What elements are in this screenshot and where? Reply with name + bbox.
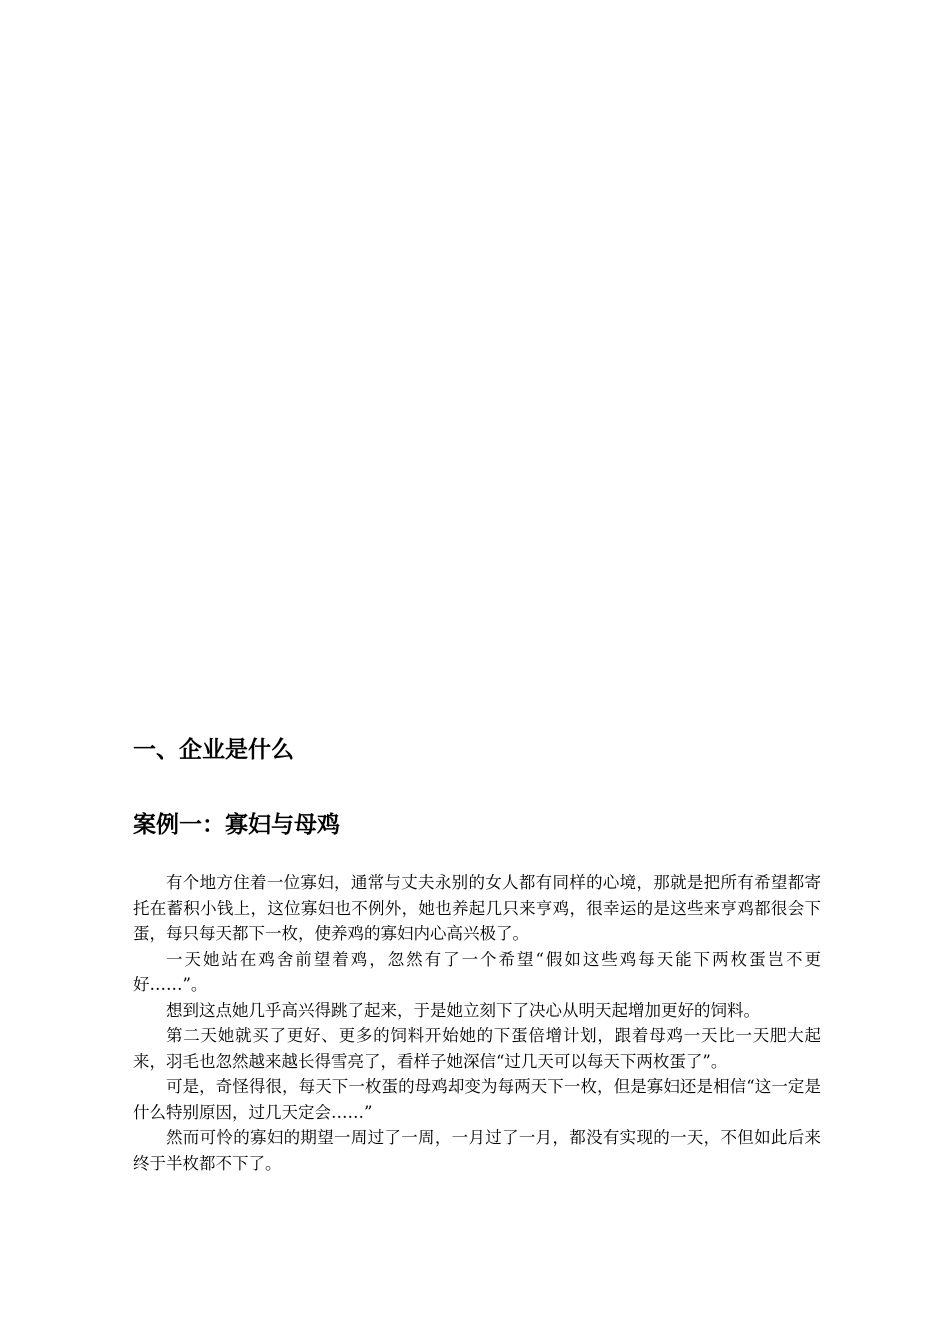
paragraph: 有个地方住着一位寡妇，通常与丈夫永别的女人都有同样的心境，那就是把所有希望都寄托在蓄积小钱上，这位寡妇也不例外，她也养起几只来亨鸡，很幸运的是这些来亨鸡都很会下蛋，每只每天都下一枚，使养鸡的寡妇内心高兴极了。 bbox=[133, 873, 821, 943]
case-body bbox=[133, 870, 821, 1176]
section-heading: 一、企业是什么 bbox=[133, 737, 294, 763]
paragraph: 然而可怜的寡妇的期望一周过了一周，一月过了一月，都没有实现的一天，不但如此后来终于半枚都不下了。 bbox=[133, 1128, 821, 1173]
paragraph: 第二天她就买了更好、更多的饲料开始她的下蛋倍增计划，跟着母鸡一天比一天肥大起来，羽毛也忽然越来越长得雪亮了，看样子她深信“过几天可以每天下两枚蛋了”。 bbox=[133, 1026, 821, 1071]
case-heading: 案例一：寡妇与母鸡 bbox=[133, 812, 340, 838]
paragraph: 可是，奇怪得很，每天下一枚蛋的母鸡却变为每两天下一枚，但是寡妇还是相信“这一定是什么特别原因，过几天定会……” bbox=[133, 1077, 821, 1122]
paragraph: 想到这点她几乎高兴得跳了起来，于是她立刻下了决心从明天起增加更好的饲料。 bbox=[166, 1000, 760, 1020]
paragraph: 一天她站在鸡舍前望着鸡，忽然有了一个希望“假如这些鸡每天能下两枚蛋岂不更好……”。 bbox=[133, 949, 821, 994]
